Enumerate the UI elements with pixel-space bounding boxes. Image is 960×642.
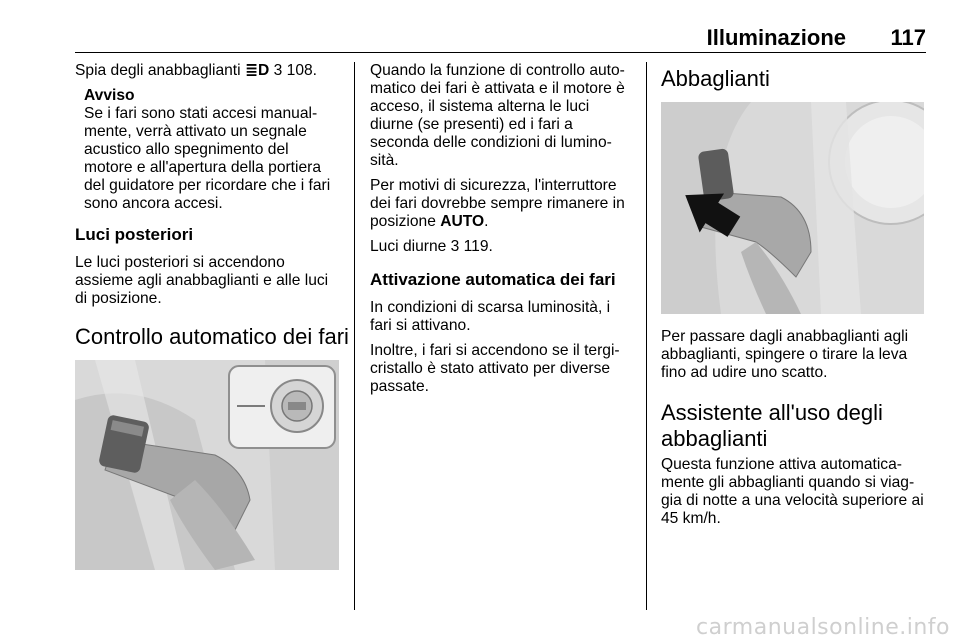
notice-line: Se i fari sono stati accesi manual- — [84, 105, 318, 122]
notice-line: del guidatore per ricordare che i fari — [84, 177, 331, 194]
high-beam-heading: Abbaglianti — [661, 66, 770, 91]
auto-control-heading: Controllo automatico dei fari — [75, 324, 349, 349]
page-number: 117 — [890, 25, 926, 50]
notice-title: Avviso — [84, 87, 135, 104]
high-beam-paragraph: Per passare dagli anabbaglianti agli abbaglianti, spingere o tirare la leva fino ad udire uno scatto. — [661, 328, 909, 381]
low-beam-icon: ≣D — [244, 62, 270, 79]
notice-line: sono ancora accesi. — [84, 195, 223, 212]
rear-lights-paragraph: Le luci posteriori si accendono assieme agli anabbaglianti e alle luci di posizione. — [75, 254, 329, 307]
column-divider — [354, 62, 355, 610]
rear-lights-heading: Luci posteriori — [75, 225, 194, 244]
auto-activation-paragraph-2: Inoltre, i fari si accendono se il tergi- cristallo è stato attivato per diverse passate. — [370, 342, 620, 395]
auto-control-paragraph: Quando la funzione di controllo auto- matico dei fari è attivata e il motore è acceso, il sistema alterna le luci diurne (se presenti) ed i fari a seconda delle condizioni di lumino- sità. — [370, 62, 625, 169]
safety-paragraph: Per motivi di sicurezza, l'interruttore dei fari dovrebbe sempre rimanere in posizione AUTO. — [370, 177, 625, 230]
page-header — [75, 22, 926, 53]
column-3 — [661, 62, 931, 535]
page-ref-link[interactable]: 108. — [282, 62, 317, 79]
auto-activation-heading: Attivazione automatica dei fari — [370, 270, 616, 289]
light-switch-illustration — [75, 360, 339, 570]
assist-heading: Assistente all'uso degli abbaglianti — [661, 400, 883, 451]
daylights-paragraph: Luci diurne 3 119. — [370, 238, 493, 255]
column-2 — [370, 62, 635, 403]
column-divider — [646, 62, 647, 610]
intro-paragraph: Spia degli anabbaglianti ≣D 3 108. — [75, 62, 317, 79]
notice-line: acustico allo spegnimento del — [84, 141, 289, 158]
watermark: carmanualsonline.info — [696, 615, 950, 640]
page-ref-link[interactable]: 119. — [459, 238, 493, 255]
section-title: Illuminazione — [706, 25, 846, 50]
high-beam-lever-illustration — [661, 102, 924, 314]
notice-line: motore e all'apertura della portiera — [84, 159, 322, 176]
notice-box — [84, 87, 345, 213]
auto-position-label: AUTO — [440, 213, 485, 230]
page-ref-icon: 3 — [450, 238, 460, 255]
assist-paragraph: Questa funzione attiva automatica- mente gli abbaglianti quando si viag- gia di notte a una velocità superiore ai 45 km/h. — [661, 456, 924, 527]
auto-activation-paragraph-1: In condizioni di scarsa luminosità, i fari si attivano. — [370, 299, 611, 334]
column-1 — [75, 62, 349, 570]
notice-line: mente, verrà attivato un segnale — [84, 123, 307, 140]
page-ref-icon: 3 — [273, 62, 283, 79]
